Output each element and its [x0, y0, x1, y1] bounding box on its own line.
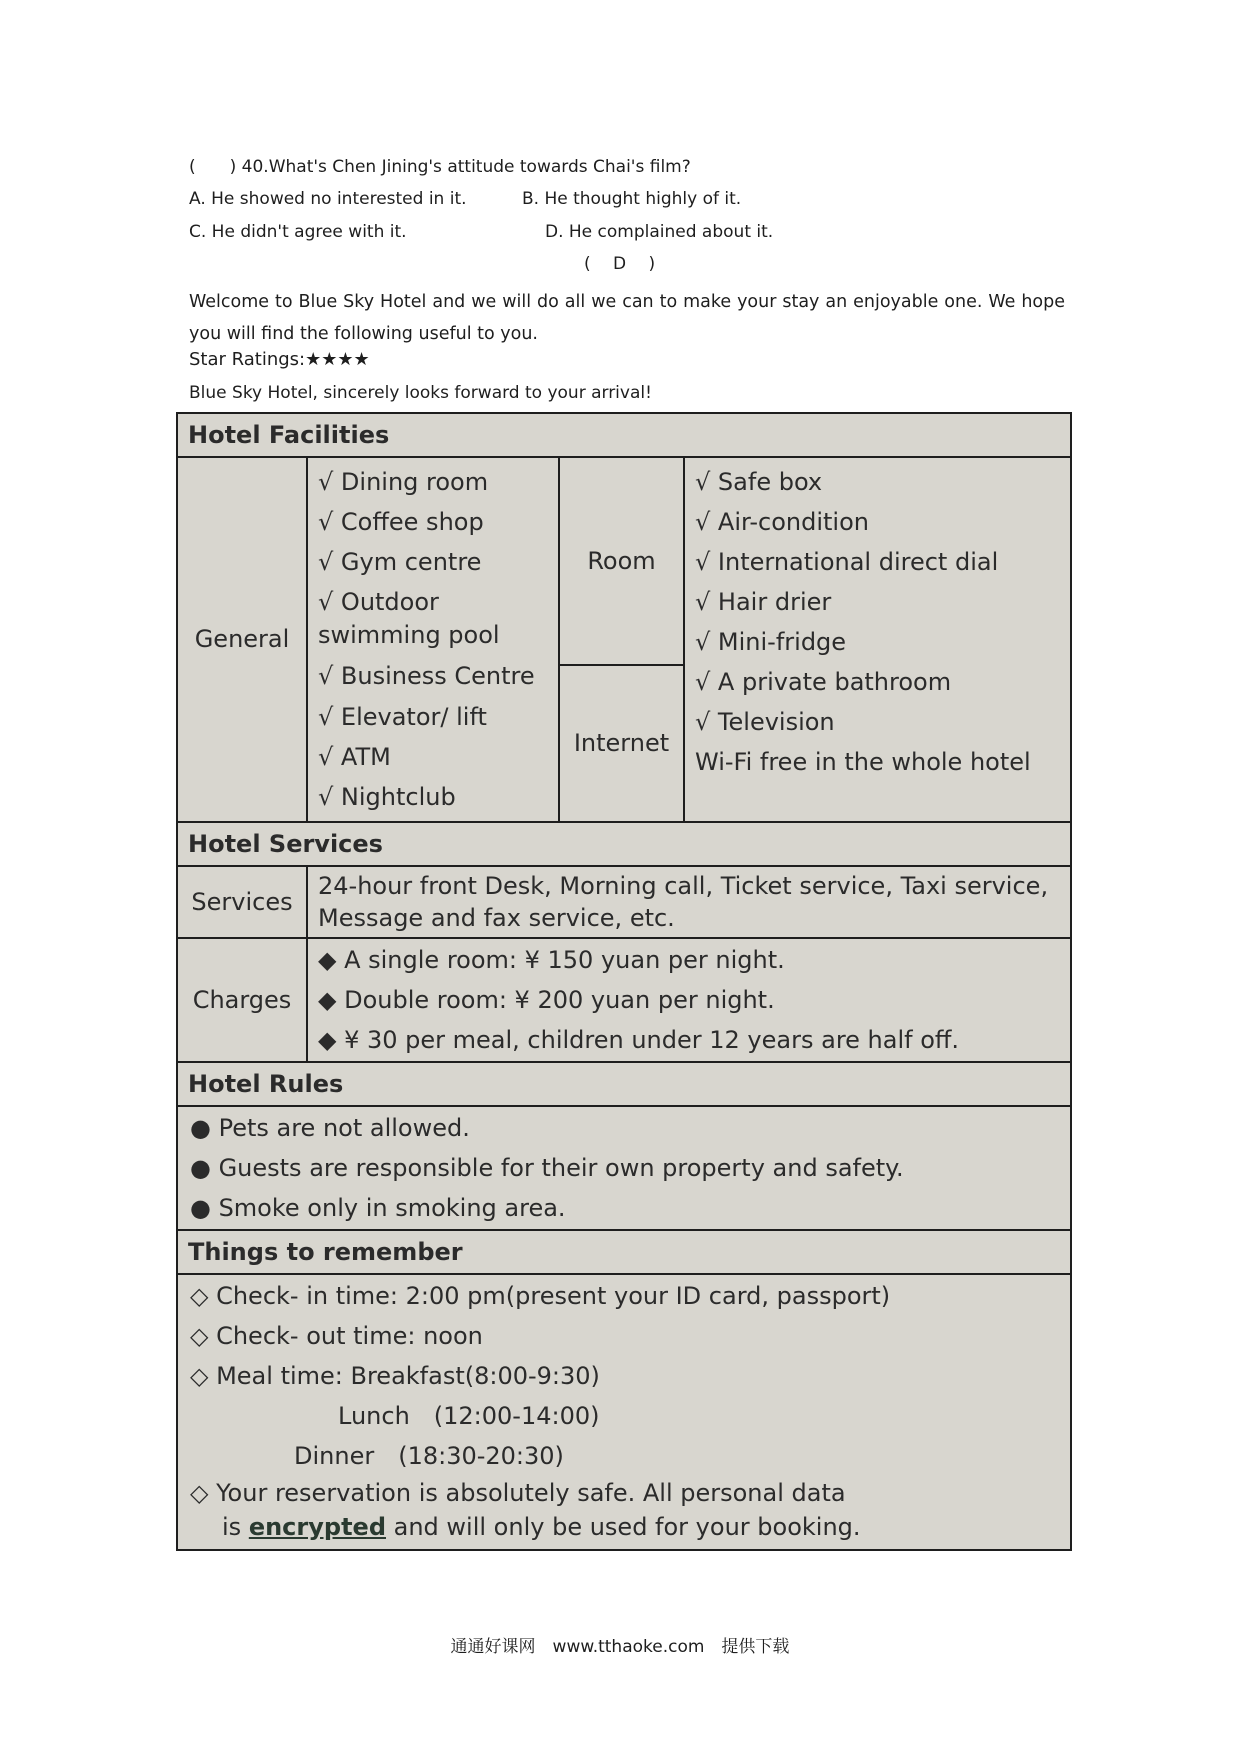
services-text: 24-hour front Desk, Morning call, Ticket service, Taxi service, Message and fax service, etc. — [307, 866, 1071, 938]
charge-item: ◆ A single room: ¥ 150 yuan per night. — [318, 946, 785, 974]
general-item: √ Outdoor swimming pool — [318, 588, 500, 649]
encrypted-word: encrypted — [248, 1513, 386, 1541]
general-item: √ ATM — [318, 743, 391, 771]
room-item: √ Hair drier — [695, 588, 832, 616]
services-label: Services — [177, 866, 307, 938]
facilities-title: Hotel Facilities — [177, 413, 1071, 457]
lunch-time: Lunch (12:00-14:00) — [338, 1402, 600, 1430]
closing-line: Blue Sky Hotel, sincerely looks forward to your arrival! — [189, 383, 652, 403]
charge-item: ◆ ¥ 30 per meal, children under 12 years are half off. — [318, 1026, 960, 1054]
remember-list — [177, 1274, 1071, 1550]
reservation-pre: is — [222, 1513, 242, 1541]
charges-list — [307, 938, 1071, 1062]
rule-item: ● Smoke only in smoking area. — [190, 1194, 566, 1222]
room-list — [684, 457, 1071, 822]
question-stem: ( ) 40.What's Chen Jining's attitude towards Chai's film? — [189, 157, 691, 177]
internet-text: Wi-Fi free in the whole hotel — [695, 748, 1031, 776]
charge-item: ◆ Double room: ¥ 200 yuan per night. — [318, 986, 775, 1014]
reservation-line-2 — [190, 1510, 1058, 1544]
reservation-line-1: ◇ Your reservation is absolutely safe. All personal data — [190, 1479, 846, 1507]
rule-item: ● Guests are responsible for their own property and safety. — [190, 1154, 904, 1182]
remember-title: Things to remember — [177, 1230, 1071, 1274]
welcome-paragraph: Welcome to Blue Sky Hotel and we will do all we can to make your stay an enjoyable one. We hope you will find the following useful to you. — [189, 292, 1065, 344]
section-letter: ( D ) — [584, 254, 656, 274]
rules-list — [177, 1106, 1071, 1230]
dinner-time: Dinner (18:30-20:30) — [294, 1442, 564, 1470]
room-item: √ International direct dial — [695, 548, 999, 576]
general-item: √ Coffee shop — [318, 508, 484, 536]
room-item: √ Air-condition — [695, 508, 869, 536]
option-d: D. He complained about it. — [545, 222, 774, 242]
general-item: √ Nightclub — [318, 783, 456, 811]
internet-label: Internet — [559, 665, 684, 822]
room-item: √ A private bathroom — [695, 668, 952, 696]
option-a: A. He showed no interested in it. — [189, 189, 467, 209]
meal-time: ◇ Meal time: Breakfast(8:00-9:30) — [190, 1362, 600, 1390]
room-label: Room — [559, 457, 684, 665]
option-b: B. He thought highly of it. — [522, 189, 742, 209]
general-list — [307, 457, 559, 822]
general-item: √ Business Centre — [318, 662, 535, 690]
hotel-info-table — [176, 412, 1072, 1551]
room-item: √ Television — [695, 708, 835, 736]
option-c: C. He didn't agree with it. — [189, 222, 407, 242]
checkout-time: ◇ Check- out time: noon — [190, 1322, 483, 1350]
checkin-time: ◇ Check- in time: 2:00 pm(present your ID card, passport) — [190, 1282, 891, 1310]
star-ratings: Star Ratings:★★★★ — [189, 349, 370, 370]
reservation-post: and will only be used for your booking. — [393, 1513, 861, 1541]
rule-item: ● Pets are not allowed. — [190, 1114, 470, 1142]
general-label: General — [177, 457, 307, 822]
page-footer: 通通好课网 www.tthaoke.com 提供下载 — [450, 1637, 790, 1657]
charges-label: Charges — [177, 938, 307, 1062]
services-title: Hotel Services — [177, 822, 1071, 866]
general-item: √ Gym centre — [318, 548, 482, 576]
room-item: √ Mini-fridge — [695, 628, 847, 656]
room-item: √ Safe box — [695, 468, 823, 496]
general-item: √ Dining room — [318, 468, 489, 496]
rules-title: Hotel Rules — [177, 1062, 1071, 1106]
general-item: √ Elevator/ lift — [318, 703, 487, 731]
